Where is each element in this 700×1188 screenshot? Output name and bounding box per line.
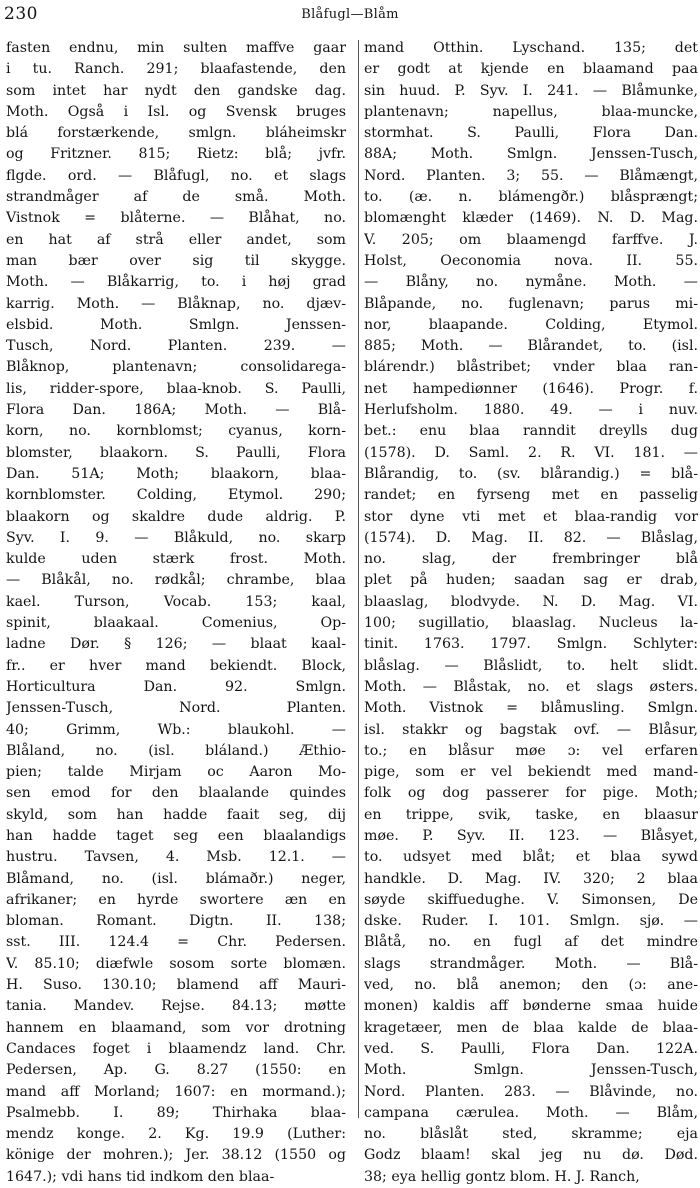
- text-line: kornblomster. Colding, Etymol. 290;: [6, 487, 346, 504]
- text-line: 88A; Moth. Smlgn. Jenssen-Tusch,: [364, 146, 698, 163]
- page-number: 230: [4, 4, 38, 24]
- text-line: Moth. — Blåstak, no. et slags østers.: [364, 678, 698, 695]
- text-line: V. 205; om blaamengd farffve. J.: [364, 231, 698, 248]
- text-line: Syv. I. 9. — Blåkuld, no. skarp: [6, 529, 346, 546]
- text-line: Tusch, Nord. Planten. 239. —: [6, 338, 346, 355]
- text-line: blaaslag, blodvyde. N. D. Mag. VI.: [364, 593, 698, 610]
- text-line: 100; sugillatio, blaaslag. Nucleus la-: [364, 615, 698, 632]
- text-line: no. slag, der frembringer blå: [364, 551, 698, 568]
- text-line: Flora Dan. 186A; Moth. — Blå-: [6, 402, 346, 419]
- text-line: isl. stakkr og bagstak ovf. — Blåsur,: [364, 721, 698, 738]
- text-line: 1647.); vdi hans tid indkom den blaa-: [6, 1168, 275, 1185]
- text-line: plantenavn; napellus, blaa-muncke,: [364, 103, 698, 120]
- text-line: ladne Dør. § 126; — blaat kaal-: [6, 636, 346, 653]
- text-line: strandmåger af de små. Moth.: [6, 189, 346, 206]
- right-column: [364, 38, 698, 1188]
- text-line: karrig. Moth. — Blåknap, no. djæv-: [6, 295, 346, 312]
- text-line: en trippe, svik, taske, en blaasur: [364, 806, 698, 823]
- text-line: 40; Grimm, Wb.: blaukohl. —: [6, 721, 346, 738]
- text-line: Blåknop, plantenavn; consolidarega-: [6, 359, 346, 376]
- text-line: hustru. Tavsen, 4. Msb. 12.1. —: [6, 849, 346, 866]
- text-line: Moth. Også i Isl. og Svensk bruges: [6, 103, 346, 120]
- text-line: monen) kaldis aff bønderne smaa huide: [364, 998, 698, 1015]
- text-line: som intet har nydt den gandske dag.: [6, 82, 346, 99]
- text-line: flgde. ord. — Blåfugl, no. et slags: [6, 167, 346, 184]
- text-line: blomster, blaakorn. S. Paulli, Flora: [6, 444, 346, 461]
- text-line: — Blåkål, no. rødkål; chrambe, blaa: [6, 572, 346, 589]
- text-line: blomænght klæder (1469). N. D. Mag.: [364, 210, 698, 227]
- text-line: (1578). D. Saml. 2. R. VI. 181. —: [364, 444, 698, 461]
- text-line: spinit, blaakaal. Comenius, Op-: [6, 615, 346, 632]
- text-line: Blåland, no. (isl. bláland.) Æthio-: [6, 742, 346, 759]
- text-line: to. (æ. n. blámengðr.) blåsprængt;: [364, 189, 698, 206]
- text-line: Holst, Oeconomia nova. II. 55.: [364, 252, 698, 269]
- text-line: Vistnok = blåterne. — Blåhat, no.: [6, 210, 346, 227]
- text-line: fasten endnu, min sulten maffve gaar: [6, 40, 346, 56]
- text-line: Pedersen, Ap. G. 8.27 (1550: en: [6, 1062, 346, 1079]
- text-line: to.; en blåsur møe ɔ: vel erfaren: [364, 742, 698, 759]
- text-line: afrikaner; en hyrde swortere æn en: [6, 891, 346, 908]
- text-line: nor, blaapande. Colding, Etymol.: [364, 316, 698, 333]
- text-line: mand aff Morland; 1607: en mormand.);: [6, 1083, 346, 1100]
- text-line: Candaces foget i blaamendz land. Chr.: [6, 1040, 346, 1057]
- text-line: blåslag. — Blåslidt, to. helt slidt.: [364, 657, 698, 674]
- text-line: handkle. D. Mag. IV. 320; 2 blaa: [364, 870, 698, 887]
- text-line: folk og dog passerer for pige. Moth;: [364, 785, 698, 802]
- text-line: Godz blaam! skal jeg nu dø. Død.: [364, 1147, 698, 1164]
- text-line: stor dyne vti met et blaa-randig vor: [364, 508, 698, 525]
- text-line: kael. Turson, Vocab. 153; kaal,: [6, 593, 346, 610]
- text-line: blárendr.) blåstribet; vnder blaa ran-: [364, 359, 698, 376]
- text-line: en hat af strå eller andet, som: [6, 231, 346, 248]
- text-line: sst. III. 124.4 = Chr. Pedersen.: [6, 934, 346, 951]
- text-line: bet.: enu blaa ranndit dreylls dug: [364, 423, 698, 440]
- text-line: Psalmebb. I. 89; Thirhaka blaa-: [6, 1104, 346, 1121]
- text-line: H. Suso. 130.10; blamend aff Mauri-: [6, 977, 346, 994]
- text-line: Herlufsholm. 1880. 49. — i nuv.: [364, 402, 698, 419]
- text-line: Moth. Vistnok = blåmusling. Smlgn.: [364, 700, 698, 717]
- text-line: könige der mohren.); Jer. 38.12 (1550 og: [6, 1147, 346, 1164]
- running-head: Blåfugl—Blåm: [301, 7, 399, 22]
- text-line: net hampediønner (1646). Progr. f.: [364, 380, 698, 397]
- text-line: dske. Ruder. I. 101. Smlgn. sjø. —: [364, 913, 698, 930]
- text-line: campana cærulea. Moth. — Blåm,: [364, 1104, 698, 1121]
- text-line: — Blåny, no. nymåne. Moth. —: [364, 274, 698, 291]
- column-divider: [358, 40, 359, 1118]
- text-line: Moth. — Blåkarrig, to. i høj grad: [6, 274, 346, 291]
- text-line: Moth. Smlgn. Jenssen-Tusch,: [364, 1062, 698, 1079]
- text-line: mendz konge. 2. Kg. 19.9 (Luther:: [6, 1126, 346, 1143]
- text-line: lis, ridder-spore, blaa-knob. S. Paulli,: [6, 380, 346, 397]
- text-line: og Fritzner. 815; Rietz: blå; jvfr.: [6, 146, 346, 163]
- text-line: i tu. Ranch. 291; blaafastende, den: [6, 61, 346, 78]
- text-line: mand Otthin. Lyschand. 135; det: [364, 40, 698, 56]
- text-line: Horticultura Dan. 92. Smlgn.: [6, 678, 346, 695]
- text-line: blá forstærkende, smlgn. bláheimskr: [6, 125, 346, 142]
- text-line: hannem en blaamand, som vor drotning: [6, 1019, 346, 1036]
- text-line: ved. S. Paulli, Flora Dan. 122A.: [364, 1040, 698, 1057]
- text-line: V. 85.10; diæfwle sosom sorte blomæn.: [6, 955, 346, 972]
- text-line: Nord. Planten. 3; 55. — Blåmængt,: [364, 167, 698, 184]
- text-line: plet på huden; saadan sag er drab,: [364, 572, 698, 589]
- text-line: to. udsyet med blåt; et blaa sywd: [364, 849, 698, 866]
- text-line: (1574). D. Mag. II. 82. — Blåslag,: [364, 529, 698, 546]
- text-line: 885; Moth. — Blårandet, to. (isl.: [364, 338, 698, 355]
- text-line: Jenssen-Tusch, Nord. Planten.: [6, 700, 346, 717]
- text-line: korn, no. kornblomst; cyanus, korn-: [6, 423, 346, 440]
- text-line: Blåmand, no. (isl. blámaðr.) neger,: [6, 870, 346, 887]
- text-line: blaakorn og skaldre dude aldrig. P.: [6, 508, 346, 525]
- text-line: man bær over sig til skygge.: [6, 252, 346, 269]
- text-line: bloman. Romant. Digtn. II. 138;: [6, 913, 346, 930]
- text-line: sen emod for den blaalande quindes: [6, 785, 346, 802]
- page-header: [0, 0, 700, 34]
- text-line: pige, som er vel bekiendt med mand-: [364, 764, 698, 781]
- left-column: [6, 38, 346, 1188]
- text-line: elsbid. Moth. Smlgn. Jenssen-: [6, 316, 346, 333]
- text-line: tinit. 1763. 1797. Smlgn. Schlyter:: [364, 636, 698, 653]
- text-line: randet; en fyrseng met en passelig: [364, 487, 698, 504]
- text-line: Blårandig, to. (sv. blårandig.) = blå-: [364, 465, 698, 482]
- text-line: skyld, som han hadde faait seg, dij: [6, 806, 346, 823]
- text-line: kragetæer, men de blaa kalde de blaa-: [364, 1019, 698, 1036]
- text-line: Blåpande, no. fuglenavn; parus mi-: [364, 295, 698, 312]
- text-line: Nord. Planten. 283. — Blåvinde, no.: [364, 1083, 698, 1100]
- text-line: 38; eya hellig gontz blom. H. J. Ranch,: [364, 1168, 640, 1185]
- text-line: slags strandmåger. Moth. — Blå-: [364, 955, 698, 972]
- text-line: Blåtå, no. en fugl af det mindre: [364, 934, 698, 951]
- text-line: han hadde taget seg een blaalandigs: [6, 827, 346, 844]
- text-line: søyde skiffuedughe. V. Simonsen, De: [364, 891, 698, 908]
- text-line: stormhat. S. Paulli, Flora Dan.: [364, 125, 698, 142]
- text-line: tania. Mandev. Rejse. 84.13; møtte: [6, 998, 346, 1015]
- text-line: no. blåslåt sted, skramme; eja: [364, 1126, 698, 1143]
- text-line: sin huud. P. Syv. I. 241. — Blåmunke,: [364, 82, 698, 99]
- text-line: er godt at kjende en blaamand paa: [364, 61, 698, 78]
- text-line: møe. P. Syv. II. 123. — Blåsyet,: [364, 827, 698, 844]
- text-line: ved, no. blå anemon; den (ɔ: ane-: [364, 977, 698, 994]
- text-line: kulde uden stærk frost. Moth.: [6, 551, 346, 568]
- text-line: fr.. er hver mand bekiendt. Block,: [6, 657, 346, 674]
- text-line: pien; talde Mirjam oc Aaron Mo-: [6, 764, 346, 781]
- text-line: Dan. 51A; Moth; blaakorn, blaa-: [6, 465, 346, 482]
